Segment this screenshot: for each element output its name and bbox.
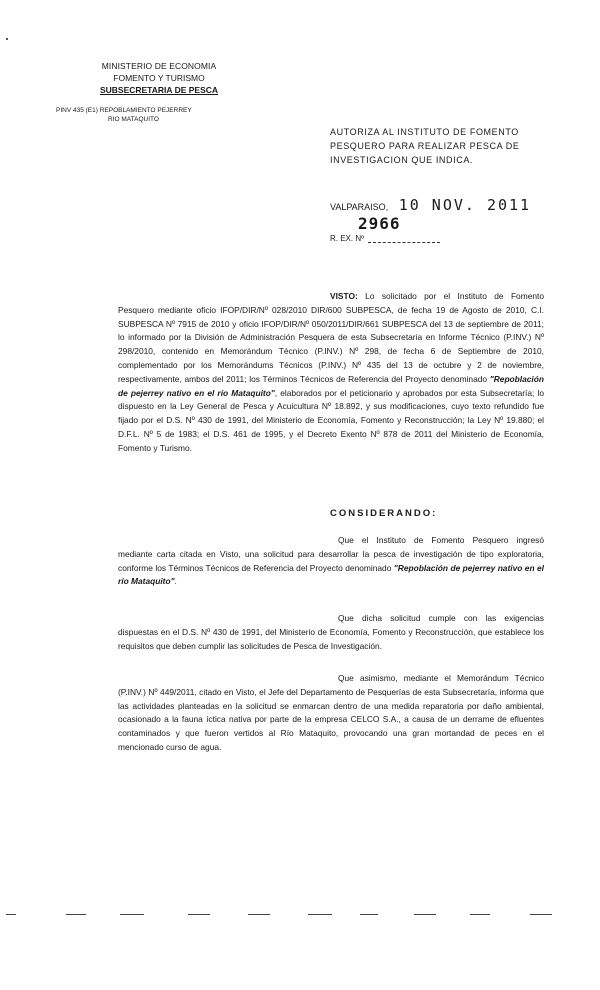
visto-text-b: , elaborados por el peticionario y aprobados por esta Subsecretaría; lo dispuesto en la Ley General de Pesca y Acuicultura Nº 18.892, y sus modificaciones, cuyo texto refundido fue fijado por el D.S. Nº 430 de 1991, del Ministerio de Economía, Fomento y Reconstrucción; la Ley Nº 19.880; el D.F.L. Nº 5 de 1983; el D.S. 461 de 1995, y el Decreto Exento Nº 878 de 2011 del Ministerio de Economía, Fomento y Turismo. (118, 387, 544, 453)
scan-mark (6, 38, 8, 40)
document-subject: AUTORIZA AL INSTITUTO DE FOMENTO PESQUERO PARA REALIZAR PESCA DE INVESTIGACION QUE INDICA. (330, 127, 520, 165)
ministry-name-2: FOMENTO Y TURISMO (113, 73, 205, 83)
resolution-label: R. EX. Nº (330, 234, 365, 243)
footer-dash (188, 914, 210, 915)
visto-text-a: Lo solicitado por el Instituto de Fomento Pesquero mediante oficio IFOP/DIR/Nº 028/2010 DIR/600 SUBPESCA, de fecha 19 de Agosto de 2010, C.I. SUBPESCA Nº 7915 de 2010 y oficio IFOP/DIR/Nº 050/2011/DIR/661 SUBPESCA del 13 de septiembre de 2011; lo informado por la División de Administración Pesquera de esta Subsecretaria en Informe Técnico (P.INV.) Nº 298/2010, contenido en Memorándum Técnico (P.INV.) Nº 298, de fecha 6 de Septiembre de 2010, complementado por los Memorándums Técnicos (P.INV.) Nº 435 del 13 de octubre y 2 de noviembre, respectivamente, ambos del 2011; los Términos Técnicos de Referencia del Proyecto denominado (118, 291, 544, 384)
footer-dash (6, 914, 16, 915)
date-line (330, 196, 531, 214)
letterhead (84, 60, 234, 96)
footer-dash (308, 914, 332, 915)
p1-project-name: "Repoblación de pejerrey nativo en el río Mataquito" (118, 562, 544, 587)
p1-text-a: Que el Instituto de Fomento Pesquero ingresó mediante carta citada en Visto, una solicitud para desarrollar la pesca de investigación de tipo exploratoria, conforme los Términos Técnicos de Referencia del Proyecto denominado (118, 535, 544, 573)
visto-project-name: "Repoblación de pejerrey nativo en el río Mataquito" (118, 373, 544, 398)
date-stamp: 10 NOV. 2011 (398, 196, 532, 214)
footer-dash (360, 914, 378, 915)
date-place: VALPARAISO, (330, 202, 389, 212)
footer-dash (470, 914, 490, 915)
considerando-heading: CONSIDERANDO: (330, 508, 438, 519)
considerando-paragraph-2: Que dicha solicitud cumple con las exigencias dispuestas en el D.S. Nº 430 de 1991, del Ministerio de Economía, Fomento y Reconstrucción, que establece los requisitos que deben cumplir las solicitudes de Pesca de Investigación. (118, 613, 544, 651)
footer-dash (248, 914, 270, 915)
reference-code (56, 106, 246, 124)
subsecretaria-name: SUBSECRETARIA DE PESCA (99, 85, 219, 95)
resolution-stamp-number: 2966 (358, 214, 401, 233)
footer-dash (120, 914, 144, 915)
footer-dash (66, 914, 86, 915)
reference-line-1: PINV 435 (E1) REPOBLAMIENTO PEJERREY (56, 107, 192, 114)
visto-label: VISTO: (330, 291, 358, 301)
footer-dash (414, 914, 436, 915)
p1-text-b: . (174, 576, 177, 587)
considerando-paragraph-3: Que asimismo, mediante el Memorándum Técnico (P.INV.) Nº 449/2011, citado en Visto, el Jefe del Departamento de Pesquerías de esta Subsecretaría, informa que las actividades planteadas en la solicitud se enmarcan dentro de una medida reparatoria por daño ambiental, ocasionado a la fauna íctica nativa por parte de la empresa CELCO S.A., a causa de un derrame de efluentes contaminados y que fueron vertidos al Río Mataquito, provocando una gran mortandad de peces en el mencionado curso de agua. (118, 673, 544, 752)
considerando-paragraph-1 (118, 534, 544, 589)
reference-line-2: RIO MATAQUITO (108, 116, 159, 123)
resolution-number (330, 214, 440, 243)
footer-dash (530, 914, 552, 915)
ministry-name: MINISTERIO DE ECONOMIA (101, 61, 217, 71)
resolution-underline (368, 242, 440, 243)
visto-paragraph (118, 290, 544, 456)
